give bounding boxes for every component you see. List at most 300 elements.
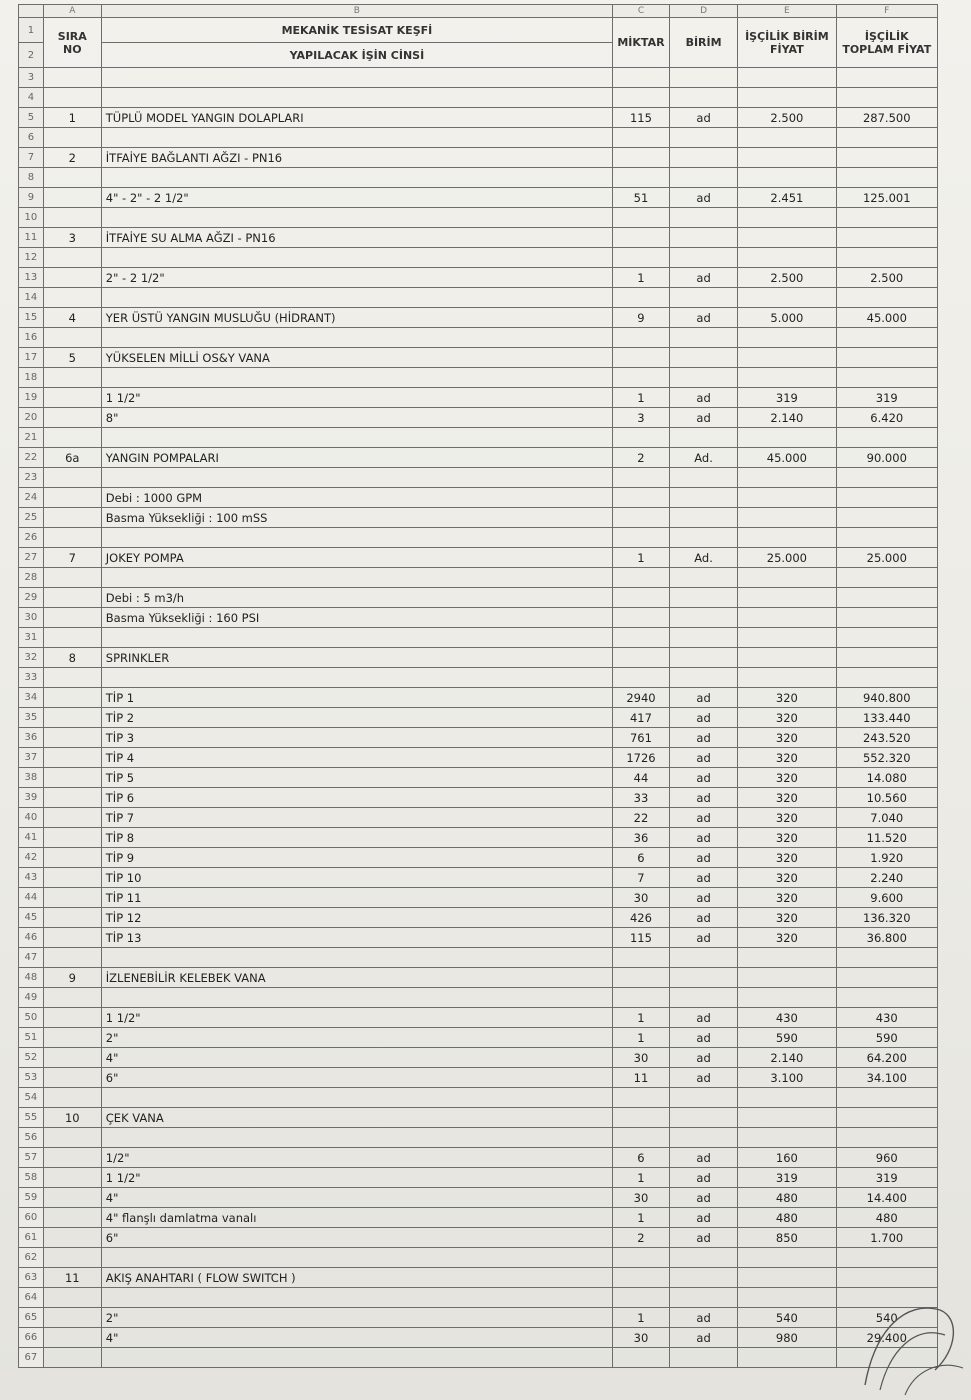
sira-no-cell: 8: [43, 648, 101, 668]
birim-cell: ad: [669, 408, 737, 428]
table-row: [19, 788, 938, 808]
birim-fiyat-cell: [738, 528, 836, 548]
miktar-cell: [613, 1128, 670, 1148]
sira-no-cell: 1: [43, 108, 101, 128]
birim-fiyat-cell: 480: [738, 1208, 836, 1228]
miktar-cell: 6: [613, 1148, 670, 1168]
miktar-cell: [613, 68, 670, 88]
miktar-cell: 30: [613, 888, 670, 908]
description-cell: TİP 2: [101, 708, 612, 728]
miktar-cell: 1726: [613, 748, 670, 768]
birim-cell: [669, 1268, 737, 1288]
sira-no-cell: [43, 508, 101, 528]
description-cell: [101, 248, 612, 268]
birim-cell: ad: [669, 1148, 737, 1168]
miktar-cell: [613, 168, 670, 188]
birim-cell: [669, 1288, 737, 1308]
birim-fiyat-cell: [738, 628, 836, 648]
sira-no-cell: [43, 368, 101, 388]
toplam-fiyat-cell: 36.800: [836, 928, 937, 948]
sira-no-cell: [43, 468, 101, 488]
sira-no-cell: [43, 628, 101, 648]
birim-cell: ad: [669, 1188, 737, 1208]
birim-fiyat-cell: [738, 1288, 836, 1308]
sira-no-cell: [43, 1128, 101, 1148]
row-number: 47: [19, 948, 44, 968]
description-cell: [101, 1248, 612, 1268]
table-row: [19, 808, 938, 828]
miktar-cell: [613, 1288, 670, 1308]
table-row: [19, 388, 938, 408]
birim-fiyat-cell: 2.500: [738, 108, 836, 128]
toplam-fiyat-cell: [836, 588, 937, 608]
birim-fiyat-cell: 980: [738, 1328, 836, 1348]
miktar-cell: 115: [613, 928, 670, 948]
table-row: [19, 1128, 938, 1148]
miktar-cell: [613, 488, 670, 508]
birim-cell: [669, 968, 737, 988]
description-cell: TİP 8: [101, 828, 612, 848]
birim-cell: Ad.: [669, 548, 737, 568]
toplam-fiyat-cell: 552.320: [836, 748, 937, 768]
row-number: 7: [19, 148, 44, 168]
description-cell: TİP 10: [101, 868, 612, 888]
description-cell: Debi : 5 m3/h: [101, 588, 612, 608]
table-row: [19, 408, 938, 428]
birim-cell: [669, 168, 737, 188]
toplam-fiyat-cell: 430: [836, 1008, 937, 1028]
sira-no-cell: [43, 1148, 101, 1168]
table-row: [19, 448, 938, 468]
row-number: 20: [19, 408, 44, 428]
table-row: [19, 168, 938, 188]
description-cell: TİP 13: [101, 928, 612, 948]
row-number: 5: [19, 108, 44, 128]
birim-fiyat-cell: 540: [738, 1308, 836, 1328]
sira-no-cell: [43, 948, 101, 968]
birim-fiyat-cell: 2.140: [738, 408, 836, 428]
birim-cell: [669, 508, 737, 528]
birim-fiyat-cell: 5.000: [738, 308, 836, 328]
description-cell: 4" - 2" - 2 1/2": [101, 188, 612, 208]
row-number: 11: [19, 228, 44, 248]
miktar-cell: [613, 948, 670, 968]
description-cell: İTFAİYE BAĞLANTI AĞZI - PN16: [101, 148, 612, 168]
row-number: 45: [19, 908, 44, 928]
birim-cell: [669, 488, 737, 508]
toplam-fiyat-cell: 243.520: [836, 728, 937, 748]
sira-no-cell: 9: [43, 968, 101, 988]
table-row: [19, 968, 938, 988]
toplam-fiyat-cell: [836, 368, 937, 388]
table-row: [19, 1188, 938, 1208]
birim-cell: [669, 628, 737, 648]
table-row: [19, 1108, 938, 1128]
row-number: 46: [19, 928, 44, 948]
table-row: [19, 1268, 938, 1288]
birim-fiyat-cell: [738, 368, 836, 388]
miktar-cell: 22: [613, 808, 670, 828]
miktar-cell: [613, 568, 670, 588]
toplam-fiyat-cell: [836, 168, 937, 188]
description-cell: [101, 208, 612, 228]
birim-cell: ad: [669, 108, 737, 128]
miktar-cell: [613, 428, 670, 448]
birim-fiyat-cell: 319: [738, 388, 836, 408]
table-row: [19, 828, 938, 848]
birim-cell: Ad.: [669, 448, 737, 468]
sira-no-cell: [43, 1288, 101, 1308]
miktar-cell: 417: [613, 708, 670, 728]
birim-fiyat-cell: [738, 608, 836, 628]
description-cell: Basma Yüksekliği : 160 PSI: [101, 608, 612, 628]
sira-no-cell: [43, 1208, 101, 1228]
toplam-fiyat-cell: 9.600: [836, 888, 937, 908]
birim-fiyat-cell: [738, 1088, 836, 1108]
column-letter: F: [836, 5, 937, 18]
description-cell: 1 1/2": [101, 388, 612, 408]
sira-no-cell: [43, 1188, 101, 1208]
toplam-fiyat-cell: 7.040: [836, 808, 937, 828]
birim-cell: [669, 568, 737, 588]
birim-cell: ad: [669, 928, 737, 948]
row-number: 18: [19, 368, 44, 388]
toplam-fiyat-cell: [836, 988, 937, 1008]
toplam-fiyat-cell: [836, 328, 937, 348]
row-number: 23: [19, 468, 44, 488]
row-number: 48: [19, 968, 44, 988]
toplam-fiyat-cell: [836, 428, 937, 448]
toplam-fiyat-cell: 11.520: [836, 828, 937, 848]
birim-fiyat-cell: 320: [738, 748, 836, 768]
birim-cell: ad: [669, 868, 737, 888]
toplam-fiyat-cell: 133.440: [836, 708, 937, 728]
miktar-cell: 1: [613, 1168, 670, 1188]
toplam-fiyat-cell: 540: [836, 1308, 937, 1328]
table-row: [19, 848, 938, 868]
birim-cell: ad: [669, 708, 737, 728]
toplam-fiyat-cell: [836, 148, 937, 168]
table-row: [19, 528, 938, 548]
birim-cell: ad: [669, 728, 737, 748]
toplam-fiyat-cell: [836, 508, 937, 528]
sira-no-cell: [43, 128, 101, 148]
column-letter: D: [669, 5, 737, 18]
birim-cell: ad: [669, 1308, 737, 1328]
table-row: [19, 628, 938, 648]
miktar-cell: 30: [613, 1188, 670, 1208]
row-number: 31: [19, 628, 44, 648]
birim-cell: ad: [669, 1228, 737, 1248]
toplam-fiyat-cell: [836, 1248, 937, 1268]
sira-no-cell: [43, 588, 101, 608]
birim-cell: ad: [669, 768, 737, 788]
table-row: [19, 868, 938, 888]
birim-cell: [669, 1248, 737, 1268]
sira-no-cell: [43, 868, 101, 888]
miktar-cell: [613, 328, 670, 348]
sira-no-cell: [43, 768, 101, 788]
birim-cell: ad: [669, 748, 737, 768]
toplam-fiyat-cell: 90.000: [836, 448, 937, 468]
birim-cell: ad: [669, 688, 737, 708]
birim-fiyat-cell: [738, 668, 836, 688]
row-number: 53: [19, 1068, 44, 1088]
description-cell: 4": [101, 1328, 612, 1348]
row-number: 52: [19, 1048, 44, 1068]
birim-fiyat-cell: 320: [738, 828, 836, 848]
sira-no-cell: [43, 1248, 101, 1268]
toplam-fiyat-cell: [836, 248, 937, 268]
description-cell: [101, 1288, 612, 1308]
row-number: 63: [19, 1268, 44, 1288]
birim-fiyat-cell: [738, 328, 836, 348]
birim-cell: ad: [669, 1068, 737, 1088]
row-number: 51: [19, 1028, 44, 1048]
birim-cell: ad: [669, 188, 737, 208]
sira-no-cell: [43, 728, 101, 748]
row-number: 22: [19, 448, 44, 468]
toplam-fiyat-cell: 14.400: [836, 1188, 937, 1208]
table-row: [19, 1148, 938, 1168]
row-number: 54: [19, 1088, 44, 1108]
row-number: 27: [19, 548, 44, 568]
toplam-fiyat-cell: [836, 88, 937, 108]
toplam-fiyat-cell: [836, 1288, 937, 1308]
description-cell: [101, 168, 612, 188]
toplam-fiyat-cell: 590: [836, 1028, 937, 1048]
description-cell: [101, 468, 612, 488]
miktar-cell: 44: [613, 768, 670, 788]
table-row: [19, 228, 938, 248]
description-cell: 4": [101, 1048, 612, 1068]
birim-cell: ad: [669, 828, 737, 848]
row-number: 42: [19, 848, 44, 868]
description-cell: 4": [101, 1188, 612, 1208]
table-row: [19, 288, 938, 308]
miktar-cell: 3: [613, 408, 670, 428]
birim-fiyat-cell: [738, 288, 836, 308]
toplam-fiyat-cell: 960: [836, 1148, 937, 1168]
birim-cell: [669, 208, 737, 228]
row-number: 36: [19, 728, 44, 748]
miktar-cell: [613, 508, 670, 528]
description-cell: ÇEK VANA: [101, 1108, 612, 1128]
toplam-fiyat-cell: 45.000: [836, 308, 937, 328]
birim-cell: [669, 88, 737, 108]
miktar-cell: 9: [613, 308, 670, 328]
sira-no-cell: [43, 688, 101, 708]
birim-fiyat-cell: [738, 68, 836, 88]
toplam-fiyat-cell: [836, 228, 937, 248]
table-row: [19, 208, 938, 228]
sira-no-cell: [43, 1348, 101, 1368]
row-number: 49: [19, 988, 44, 1008]
row-number: 4: [19, 88, 44, 108]
miktar-cell: 7: [613, 868, 670, 888]
birim-cell: [669, 148, 737, 168]
description-cell: TÜPLÜ MODEL YANGIN DOLAPLARI: [101, 108, 612, 128]
birim-fiyat-cell: 320: [738, 688, 836, 708]
toplam-fiyat-cell: [836, 648, 937, 668]
birim-cell: ad: [669, 848, 737, 868]
row-number: 40: [19, 808, 44, 828]
table-row: [19, 728, 938, 748]
toplam-fiyat-cell: 34.100: [836, 1068, 937, 1088]
birim-fiyat-cell: [738, 248, 836, 268]
sira-no-cell: [43, 1168, 101, 1188]
birim-fiyat-cell: [738, 948, 836, 968]
row-number: 15: [19, 308, 44, 328]
table-row: [19, 148, 938, 168]
description-cell: 2" - 2 1/2": [101, 268, 612, 288]
birim-fiyat-cell: 2.140: [738, 1048, 836, 1068]
sira-no-cell: [43, 568, 101, 588]
birim-cell: [669, 588, 737, 608]
description-cell: [101, 88, 612, 108]
description-cell: [101, 428, 612, 448]
table-row: [19, 588, 938, 608]
description-cell: [101, 528, 612, 548]
miktar-cell: 1: [613, 548, 670, 568]
sira-no-cell: [43, 808, 101, 828]
birim-cell: [669, 468, 737, 488]
toplam-fiyat-cell: [836, 288, 937, 308]
birim-cell: [669, 428, 737, 448]
miktar-cell: 6: [613, 848, 670, 868]
miktar-cell: [613, 288, 670, 308]
birim-fiyat-cell: [738, 148, 836, 168]
birim-fiyat-cell: [738, 348, 836, 368]
birim-fiyat-cell: [738, 968, 836, 988]
sira-no-cell: [43, 848, 101, 868]
description-cell: JOKEY POMPA: [101, 548, 612, 568]
birim-fiyat-cell: 320: [738, 808, 836, 828]
sira-no-cell: [43, 328, 101, 348]
toplam-fiyat-cell: 29.400: [836, 1328, 937, 1348]
row-number: 28: [19, 568, 44, 588]
table-row: [19, 548, 938, 568]
table-row: [19, 1048, 938, 1068]
row-number: 59: [19, 1188, 44, 1208]
table-row: [19, 1088, 938, 1108]
miktar-cell: 1: [613, 1308, 670, 1328]
description-cell: YANGIN POMPALARI: [101, 448, 612, 468]
description-cell: [101, 368, 612, 388]
table-row: [19, 1008, 938, 1028]
row-number: 60: [19, 1208, 44, 1228]
table-row: [19, 128, 938, 148]
birim-fiyat-cell: 320: [738, 768, 836, 788]
description-cell: TİP 3: [101, 728, 612, 748]
row-number: 34: [19, 688, 44, 708]
birim-fiyat-cell: 45.000: [738, 448, 836, 468]
sira-no-cell: 4: [43, 308, 101, 328]
row-number: 14: [19, 288, 44, 308]
toplam-fiyat-cell: [836, 568, 937, 588]
birim-cell: [669, 368, 737, 388]
row-number: 57: [19, 1148, 44, 1168]
birim-cell: ad: [669, 908, 737, 928]
birim-fiyat-cell: 160: [738, 1148, 836, 1168]
miktar-cell: [613, 468, 670, 488]
sira-no-cell: [43, 1068, 101, 1088]
row-number: 55: [19, 1108, 44, 1128]
description-cell: YÜKSELEN MİLLİ OS&Y VANA: [101, 348, 612, 368]
row-number: 24: [19, 488, 44, 508]
birim-cell: [669, 348, 737, 368]
table-row: [19, 1168, 938, 1188]
toplam-fiyat-cell: [836, 968, 937, 988]
description-cell: [101, 128, 612, 148]
birim-fiyat-cell: [738, 208, 836, 228]
description-cell: TİP 12: [101, 908, 612, 928]
table-row: [19, 108, 938, 128]
miktar-cell: 2940: [613, 688, 670, 708]
row-number: 65: [19, 1308, 44, 1328]
miktar-cell: 36: [613, 828, 670, 848]
row-number: 12: [19, 248, 44, 268]
row-number: 13: [19, 268, 44, 288]
sira-no-cell: [43, 1048, 101, 1068]
miktar-cell: [613, 1268, 670, 1288]
sira-no-cell: 3: [43, 228, 101, 248]
sira-no-cell: [43, 908, 101, 928]
row-number: 8: [19, 168, 44, 188]
birim-fiyat-cell: 480: [738, 1188, 836, 1208]
header-row-1: [19, 18, 938, 43]
birim-cell: [669, 248, 737, 268]
table-row: [19, 748, 938, 768]
toplam-fiyat-cell: 287.500: [836, 108, 937, 128]
miktar-cell: [613, 348, 670, 368]
toplam-fiyat-cell: [836, 1128, 937, 1148]
description-cell: Basma Yüksekliği : 100 mSS: [101, 508, 612, 528]
table-row: [19, 1228, 938, 1248]
sira-no-cell: [43, 1028, 101, 1048]
birim-cell: ad: [669, 808, 737, 828]
sira-no-cell: [43, 488, 101, 508]
birim-fiyat-cell: [738, 1108, 836, 1128]
birim-fiyat-cell: 430: [738, 1008, 836, 1028]
row-number: 61: [19, 1228, 44, 1248]
toplam-fiyat-cell: [836, 628, 937, 648]
table-row: [19, 1308, 938, 1328]
row-number: 32: [19, 648, 44, 668]
birim-fiyat-cell: [738, 1248, 836, 1268]
miktar-cell: 1: [613, 1008, 670, 1028]
row-number: 62: [19, 1248, 44, 1268]
birim-cell: ad: [669, 788, 737, 808]
sira-no-cell: [43, 1328, 101, 1348]
column-letter: B: [101, 5, 612, 18]
table-row: [19, 1288, 938, 1308]
miktar-cell: [613, 1088, 670, 1108]
description-cell: 1/2": [101, 1148, 612, 1168]
sira-no-cell: 7: [43, 548, 101, 568]
toplam-fiyat-cell: [836, 488, 937, 508]
sira-no-cell: [43, 168, 101, 188]
birim-fiyat-cell: [738, 508, 836, 528]
table-row: [19, 908, 938, 928]
birim-fiyat-cell: 2.451: [738, 188, 836, 208]
sira-no-cell: [43, 388, 101, 408]
toplam-fiyat-cell: [836, 1108, 937, 1128]
sira-no-cell: [43, 1228, 101, 1248]
birim-fiyat-cell: 320: [738, 868, 836, 888]
estimate-table: [18, 4, 938, 1368]
table-row: [19, 468, 938, 488]
